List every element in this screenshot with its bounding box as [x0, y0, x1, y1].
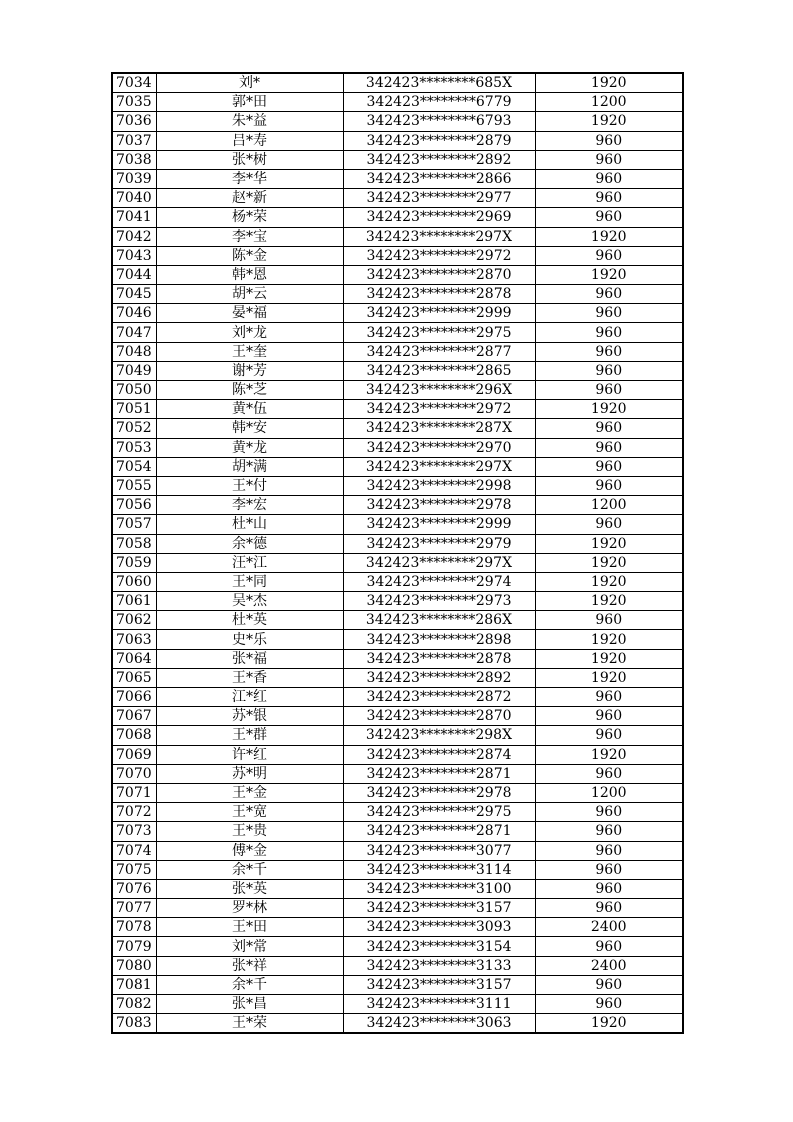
table-row — [112, 860, 683, 879]
row-number-cell: 7067 — [112, 707, 156, 726]
id-number-cell: 342423********3077 — [343, 841, 535, 860]
row-number-cell: 7058 — [112, 534, 156, 553]
amount-cell: 1920 — [535, 400, 683, 419]
table-row — [112, 131, 683, 150]
amount-cell: 960 — [535, 285, 683, 304]
row-number-cell: 7052 — [112, 419, 156, 438]
row-number-cell: 7035 — [112, 93, 156, 112]
row-number-cell: 7070 — [112, 764, 156, 783]
table-row — [112, 822, 683, 841]
id-number-cell: 342423********2970 — [343, 438, 535, 457]
id-number-cell: 342423********2892 — [343, 668, 535, 687]
name-cell: 罗*林 — [156, 899, 343, 918]
name-cell: 王*同 — [156, 572, 343, 591]
id-number-cell: 342423********2874 — [343, 745, 535, 764]
name-cell: 王*付 — [156, 476, 343, 495]
id-number-cell: 342423********685X — [343, 73, 535, 93]
amount-cell: 1920 — [535, 572, 683, 591]
amount-cell: 1200 — [535, 93, 683, 112]
row-number-cell: 7036 — [112, 112, 156, 131]
row-number-cell: 7053 — [112, 438, 156, 457]
table-row — [112, 227, 683, 246]
name-cell: 陈*金 — [156, 246, 343, 265]
id-number-cell: 342423********2977 — [343, 189, 535, 208]
name-cell: 史*乐 — [156, 630, 343, 649]
id-number-cell: 342423********2898 — [343, 630, 535, 649]
row-number-cell: 7072 — [112, 803, 156, 822]
name-cell: 晏*福 — [156, 304, 343, 323]
name-cell: 江*红 — [156, 688, 343, 707]
row-number-cell: 7082 — [112, 995, 156, 1014]
row-number-cell: 7056 — [112, 496, 156, 515]
row-number-cell: 7054 — [112, 457, 156, 476]
amount-cell: 960 — [535, 476, 683, 495]
amount-cell: 2400 — [535, 918, 683, 937]
amount-cell: 960 — [535, 764, 683, 783]
name-cell: 王*荣 — [156, 1014, 343, 1034]
name-cell: 张*英 — [156, 879, 343, 898]
name-cell: 张*福 — [156, 649, 343, 668]
name-cell: 黄*伍 — [156, 400, 343, 419]
row-number-cell: 7050 — [112, 381, 156, 400]
table-row — [112, 630, 683, 649]
name-cell: 刘*龙 — [156, 323, 343, 342]
id-number-cell: 342423********297X — [343, 457, 535, 476]
table-row — [112, 534, 683, 553]
table-row — [112, 73, 683, 93]
amount-cell: 960 — [535, 342, 683, 361]
amount-cell: 1200 — [535, 496, 683, 515]
row-number-cell: 7081 — [112, 975, 156, 994]
amount-cell: 960 — [535, 169, 683, 188]
table-row — [112, 841, 683, 860]
name-cell: 杜*英 — [156, 611, 343, 630]
name-cell: 郭*田 — [156, 93, 343, 112]
table-row — [112, 208, 683, 227]
amount-cell: 1920 — [535, 112, 683, 131]
amount-cell: 1920 — [535, 265, 683, 284]
amount-cell: 960 — [535, 438, 683, 457]
amount-cell: 960 — [535, 208, 683, 227]
name-cell: 胡*云 — [156, 285, 343, 304]
name-cell: 余*千 — [156, 860, 343, 879]
table-row — [112, 438, 683, 457]
row-number-cell: 7040 — [112, 189, 156, 208]
table-row — [112, 323, 683, 342]
row-number-cell: 7078 — [112, 918, 156, 937]
table-row — [112, 975, 683, 994]
table-row — [112, 285, 683, 304]
name-cell: 赵*新 — [156, 189, 343, 208]
name-cell: 苏*银 — [156, 707, 343, 726]
id-number-cell: 342423********286X — [343, 611, 535, 630]
row-number-cell: 7080 — [112, 956, 156, 975]
row-number-cell: 7062 — [112, 611, 156, 630]
id-number-cell: 342423********3157 — [343, 975, 535, 994]
name-cell: 韩*安 — [156, 419, 343, 438]
id-number-cell: 342423********2871 — [343, 822, 535, 841]
table-row — [112, 400, 683, 419]
id-number-cell: 342423********2974 — [343, 572, 535, 591]
id-number-cell: 342423********2892 — [343, 150, 535, 169]
row-number-cell: 7077 — [112, 899, 156, 918]
amount-cell: 1200 — [535, 783, 683, 802]
row-number-cell: 7068 — [112, 726, 156, 745]
row-number-cell: 7064 — [112, 649, 156, 668]
amount-cell: 960 — [535, 879, 683, 898]
id-number-cell: 342423********3093 — [343, 918, 535, 937]
name-cell: 刘*常 — [156, 937, 343, 956]
row-number-cell: 7079 — [112, 937, 156, 956]
amount-cell: 1920 — [535, 1014, 683, 1034]
amount-cell: 960 — [535, 899, 683, 918]
id-number-cell: 342423********297X — [343, 227, 535, 246]
id-number-cell: 342423********287X — [343, 419, 535, 438]
row-number-cell: 7055 — [112, 476, 156, 495]
name-cell: 汪*江 — [156, 553, 343, 572]
table-row — [112, 707, 683, 726]
table-row — [112, 93, 683, 112]
name-cell: 黄*龙 — [156, 438, 343, 457]
amount-cell: 960 — [535, 803, 683, 822]
name-cell: 韩*恩 — [156, 265, 343, 284]
name-cell: 王*贵 — [156, 822, 343, 841]
table-row — [112, 476, 683, 495]
id-number-cell: 342423********2871 — [343, 764, 535, 783]
id-number-cell: 342423********2870 — [343, 707, 535, 726]
row-number-cell: 7060 — [112, 572, 156, 591]
name-cell: 王*宽 — [156, 803, 343, 822]
row-number-cell: 7046 — [112, 304, 156, 323]
table-row — [112, 553, 683, 572]
table-row — [112, 496, 683, 515]
amount-cell: 960 — [535, 361, 683, 380]
id-number-cell: 342423********2870 — [343, 265, 535, 284]
amount-cell: 960 — [535, 457, 683, 476]
row-number-cell: 7041 — [112, 208, 156, 227]
amount-cell: 1920 — [535, 534, 683, 553]
table-row — [112, 169, 683, 188]
table-row — [112, 956, 683, 975]
name-cell: 张*祥 — [156, 956, 343, 975]
table-row — [112, 150, 683, 169]
name-cell: 余*千 — [156, 975, 343, 994]
table-row — [112, 265, 683, 284]
table-row — [112, 515, 683, 534]
id-number-cell: 342423********2866 — [343, 169, 535, 188]
table-row — [112, 361, 683, 380]
table-row — [112, 572, 683, 591]
table-row — [112, 189, 683, 208]
row-number-cell: 7065 — [112, 668, 156, 687]
id-number-cell: 342423********3063 — [343, 1014, 535, 1034]
amount-cell: 960 — [535, 707, 683, 726]
row-number-cell: 7051 — [112, 400, 156, 419]
id-number-cell: 342423********6793 — [343, 112, 535, 131]
table-row — [112, 649, 683, 668]
amount-cell: 960 — [535, 189, 683, 208]
name-cell: 张*树 — [156, 150, 343, 169]
id-number-cell: 342423********2872 — [343, 688, 535, 707]
table-row — [112, 803, 683, 822]
table-row — [112, 1014, 683, 1034]
row-number-cell: 7043 — [112, 246, 156, 265]
id-number-cell: 342423********2865 — [343, 361, 535, 380]
id-number-cell: 342423********2972 — [343, 246, 535, 265]
id-number-cell: 342423********6779 — [343, 93, 535, 112]
row-number-cell: 7044 — [112, 265, 156, 284]
row-number-cell: 7042 — [112, 227, 156, 246]
id-number-cell: 342423********296X — [343, 381, 535, 400]
amount-cell: 960 — [535, 131, 683, 150]
amount-cell: 1920 — [535, 630, 683, 649]
name-cell: 胡*满 — [156, 457, 343, 476]
amount-cell: 960 — [535, 323, 683, 342]
row-number-cell: 7083 — [112, 1014, 156, 1034]
id-number-cell: 342423********2979 — [343, 534, 535, 553]
name-cell: 余*德 — [156, 534, 343, 553]
name-cell: 杨*荣 — [156, 208, 343, 227]
name-cell: 李*宝 — [156, 227, 343, 246]
amount-cell: 960 — [535, 150, 683, 169]
row-number-cell: 7039 — [112, 169, 156, 188]
id-number-cell: 342423********2972 — [343, 400, 535, 419]
amount-cell: 1920 — [535, 649, 683, 668]
row-number-cell: 7066 — [112, 688, 156, 707]
id-number-cell: 342423********2999 — [343, 515, 535, 534]
amount-cell: 1920 — [535, 668, 683, 687]
amount-cell: 960 — [535, 975, 683, 994]
name-cell: 李*华 — [156, 169, 343, 188]
id-number-cell: 342423********2975 — [343, 803, 535, 822]
amount-cell: 960 — [535, 860, 683, 879]
name-cell: 王*香 — [156, 668, 343, 687]
row-number-cell: 7045 — [112, 285, 156, 304]
name-cell: 杜*山 — [156, 515, 343, 534]
amount-cell: 960 — [535, 304, 683, 323]
name-cell: 谢*芳 — [156, 361, 343, 380]
id-number-cell: 342423********2973 — [343, 592, 535, 611]
id-number-cell: 342423********2999 — [343, 304, 535, 323]
name-cell: 吕*寿 — [156, 131, 343, 150]
row-number-cell: 7071 — [112, 783, 156, 802]
table-row — [112, 764, 683, 783]
name-cell: 王*金 — [156, 783, 343, 802]
row-number-cell: 7076 — [112, 879, 156, 898]
id-number-cell: 342423********2878 — [343, 285, 535, 304]
id-number-cell: 342423********2878 — [343, 649, 535, 668]
amount-cell: 960 — [535, 841, 683, 860]
table-row — [112, 611, 683, 630]
table-row — [112, 899, 683, 918]
data-table — [111, 72, 684, 1034]
table-row — [112, 304, 683, 323]
row-number-cell: 7063 — [112, 630, 156, 649]
amount-cell: 960 — [535, 419, 683, 438]
id-number-cell: 342423********2975 — [343, 323, 535, 342]
amount-cell: 960 — [535, 688, 683, 707]
name-cell: 许*红 — [156, 745, 343, 764]
amount-cell: 960 — [535, 246, 683, 265]
table-row — [112, 419, 683, 438]
table-row — [112, 381, 683, 400]
name-cell: 王*田 — [156, 918, 343, 937]
id-number-cell: 342423********3100 — [343, 879, 535, 898]
row-number-cell: 7049 — [112, 361, 156, 380]
row-number-cell: 7061 — [112, 592, 156, 611]
amount-cell: 1920 — [535, 592, 683, 611]
table-row — [112, 246, 683, 265]
amount-cell: 960 — [535, 822, 683, 841]
table-row — [112, 688, 683, 707]
row-number-cell: 7038 — [112, 150, 156, 169]
table-row — [112, 457, 683, 476]
table-row — [112, 783, 683, 802]
id-number-cell: 342423********3157 — [343, 899, 535, 918]
amount-cell: 960 — [535, 611, 683, 630]
row-number-cell: 7057 — [112, 515, 156, 534]
amount-cell: 1920 — [535, 745, 683, 764]
id-number-cell: 342423********3114 — [343, 860, 535, 879]
id-number-cell: 342423********3133 — [343, 956, 535, 975]
table-row — [112, 668, 683, 687]
row-number-cell: 7074 — [112, 841, 156, 860]
table-row — [112, 995, 683, 1014]
name-cell: 吴*杰 — [156, 592, 343, 611]
name-cell: 朱*益 — [156, 112, 343, 131]
amount-cell: 960 — [535, 515, 683, 534]
table-body — [112, 73, 683, 1033]
row-number-cell: 7048 — [112, 342, 156, 361]
id-number-cell: 342423********2998 — [343, 476, 535, 495]
amount-cell: 960 — [535, 937, 683, 956]
name-cell: 陈*芝 — [156, 381, 343, 400]
table-row — [112, 745, 683, 764]
name-cell: 傅*金 — [156, 841, 343, 860]
amount-cell: 960 — [535, 381, 683, 400]
name-cell: 王*奎 — [156, 342, 343, 361]
row-number-cell: 7037 — [112, 131, 156, 150]
row-number-cell: 7059 — [112, 553, 156, 572]
table-row — [112, 879, 683, 898]
id-number-cell: 342423********297X — [343, 553, 535, 572]
amount-cell: 1920 — [535, 227, 683, 246]
table-row — [112, 342, 683, 361]
amount-cell: 960 — [535, 995, 683, 1014]
name-cell: 刘* — [156, 73, 343, 93]
row-number-cell: 7047 — [112, 323, 156, 342]
row-number-cell: 7069 — [112, 745, 156, 764]
row-number-cell: 7034 — [112, 73, 156, 93]
name-cell: 张*昌 — [156, 995, 343, 1014]
amount-cell: 960 — [535, 726, 683, 745]
id-number-cell: 342423********3154 — [343, 937, 535, 956]
table-row — [112, 726, 683, 745]
id-number-cell: 342423********2978 — [343, 496, 535, 515]
id-number-cell: 342423********2969 — [343, 208, 535, 227]
id-number-cell: 342423********2877 — [343, 342, 535, 361]
table-row — [112, 112, 683, 131]
id-number-cell: 342423********3111 — [343, 995, 535, 1014]
id-number-cell: 342423********298X — [343, 726, 535, 745]
name-cell: 苏*明 — [156, 764, 343, 783]
row-number-cell: 7073 — [112, 822, 156, 841]
amount-cell: 2400 — [535, 956, 683, 975]
row-number-cell: 7075 — [112, 860, 156, 879]
table-row — [112, 918, 683, 937]
id-number-cell: 342423********2879 — [343, 131, 535, 150]
table-row — [112, 937, 683, 956]
name-cell: 李*宏 — [156, 496, 343, 515]
amount-cell: 1920 — [535, 73, 683, 93]
table-row — [112, 592, 683, 611]
amount-cell: 1920 — [535, 553, 683, 572]
name-cell: 王*群 — [156, 726, 343, 745]
id-number-cell: 342423********2978 — [343, 783, 535, 802]
